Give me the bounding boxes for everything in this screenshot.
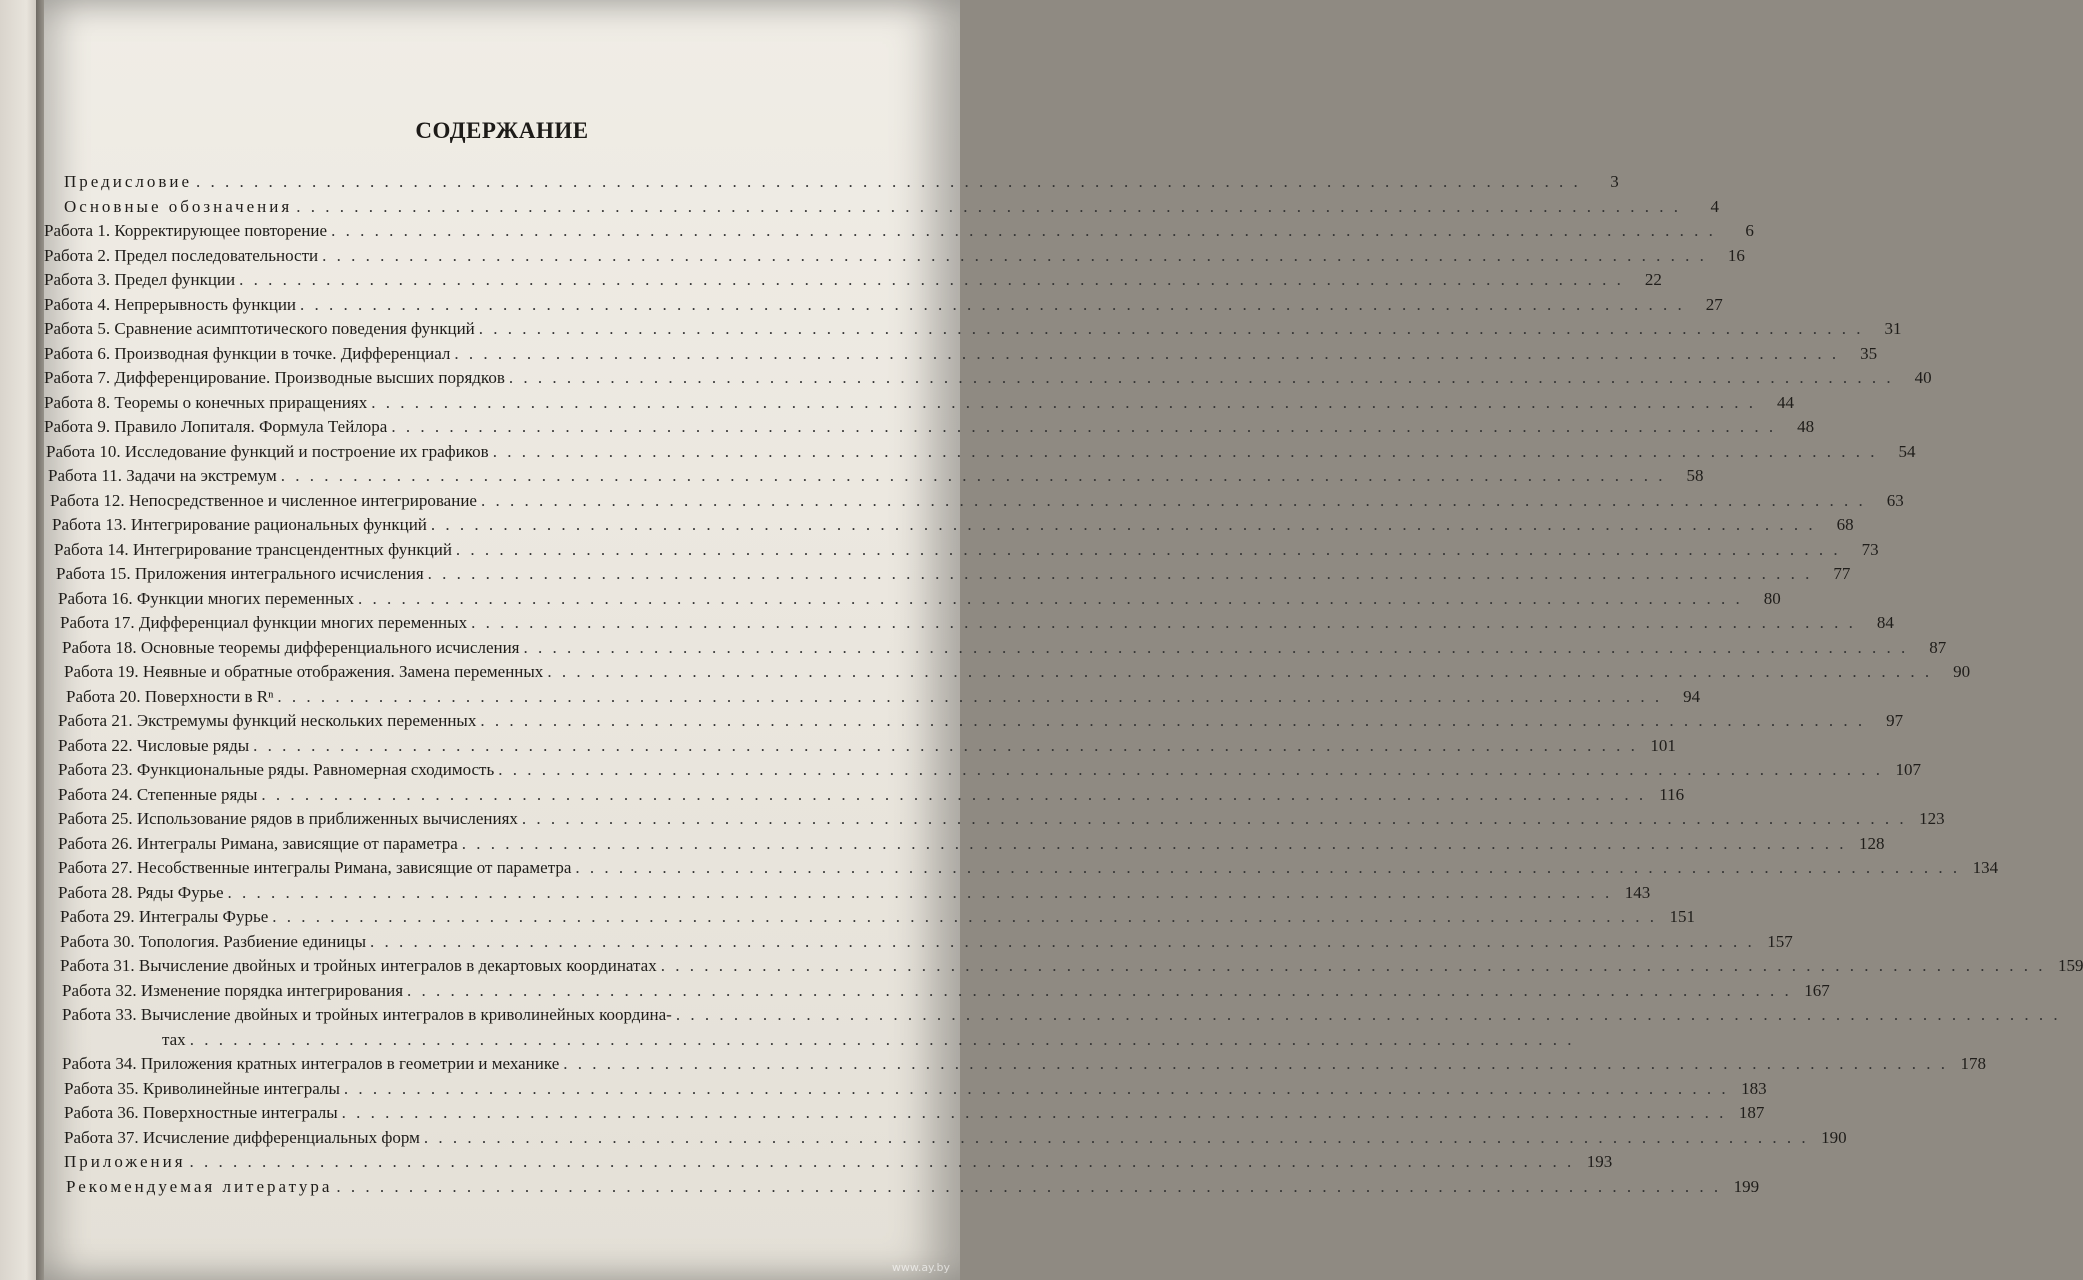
toc-leader-dots <box>239 268 1624 293</box>
toc-entry <box>44 1077 1767 1102</box>
toc-entry-title: Работа 4. Непрерывность функции <box>44 294 297 314</box>
toc-entry-title: Работа 33. Вычисление двойных и тройных интегралов в криволинейных координа- <box>62 1005 672 1024</box>
toc-entry <box>44 832 1885 857</box>
book-page <box>44 0 2083 1280</box>
toc-entry-title: Работа 13. Интегрирование рациональных функций <box>52 515 427 534</box>
toc-entry-page: 73 <box>1861 539 1879 559</box>
toc-entry-title: Работа 31. Вычисление двойных и тройных интегралов в декартовых координатах <box>60 956 657 975</box>
toc-leader-dots <box>228 881 1613 906</box>
toc-entry-title: Работа 12. Непосредственное и численное интегрирование <box>50 490 477 510</box>
toc-entry-page: 44 <box>1776 392 1794 412</box>
toc-leader-dots <box>480 709 1865 734</box>
toc-entry <box>44 317 1902 342</box>
toc-entry-page: 27 <box>1705 294 1723 314</box>
toc-entry-page: 167 <box>1804 980 1830 1000</box>
toc-entry <box>44 440 1916 465</box>
toc-entry-title: Работа 35. Криволинейные интегралы <box>64 1078 340 1098</box>
toc-entry <box>44 611 1894 636</box>
toc-leader-dots <box>281 464 1666 489</box>
toc-entry-title: Работа 10. Исследование функций и построение их графиков <box>46 441 489 461</box>
toc-leader-dots <box>493 440 1878 465</box>
toc-entry <box>44 905 1696 930</box>
toc-entry <box>44 685 1701 710</box>
toc-entry <box>44 1175 1760 1200</box>
toc-entry-page: 35 <box>1860 343 1878 363</box>
toc-leader-dots <box>563 1052 1948 1077</box>
toc-entry-page: 58 <box>1686 466 1704 485</box>
toc-entry <box>44 930 1793 955</box>
toc-entry-page: 199 <box>1733 1176 1760 1196</box>
toc-entry-title: Работа 5. Сравнение асимптотического поведения функций <box>44 319 475 338</box>
toc-entry-page: 128 <box>1859 833 1885 853</box>
toc-leader-dots <box>431 513 1816 538</box>
toc-entry-title: Работа 7. Дифференцирование. Производные высших порядков <box>44 368 505 387</box>
toc-entry-page: 143 <box>1624 882 1651 902</box>
toc-entry-page: 159 <box>2057 956 2083 975</box>
toc-entry <box>44 464 1704 489</box>
watermark: www.ay.by <box>891 1261 950 1274</box>
toc-entry <box>44 268 1662 293</box>
toc-entry <box>44 342 1878 367</box>
toc-leader-dots <box>196 170 1581 195</box>
toc-leader-dots <box>190 1028 1575 1053</box>
toc-entry <box>44 195 1719 220</box>
toc-entry-title: Работа 20. Поверхности в Rⁿ <box>66 686 274 706</box>
toc-entry-title: Работа 15. Приложения интегрального исчисления <box>56 564 424 583</box>
toc-entry-page: 84 <box>1876 613 1894 632</box>
toc-entry-title: Работа 27. Несобственные интегралы Римана, зависящие от параметра <box>58 858 572 877</box>
toc-entry <box>44 170 1619 195</box>
toc-entry-page: 40 <box>1914 368 1932 387</box>
toc-entry-title: Работа 26. Интегралы Римана, зависящие от параметра <box>58 833 458 853</box>
toc-entry-title: Работа 11. Задачи на экстремум <box>48 466 277 485</box>
toc-entry-page: 68 <box>1836 515 1854 534</box>
toc-entry <box>44 783 1685 808</box>
toc-leader-dots <box>277 685 1662 710</box>
page-title: СОДЕРЖАНИЕ <box>415 118 589 143</box>
toc-entry <box>44 1028 844 1053</box>
toc-entry-title: Рекомендуемая литература <box>66 1176 333 1196</box>
toc-entry-page: 190 <box>1821 1127 1847 1147</box>
toc-entry-title: тах <box>162 1029 186 1049</box>
toc-entry-title: Работа 36. Поверхностные интегралы <box>64 1103 338 1122</box>
toc-entry <box>44 1101 1765 1126</box>
toc-leader-dots <box>331 219 1716 244</box>
toc-leader-dots <box>253 734 1638 759</box>
toc-leader-dots <box>522 807 1907 832</box>
toc-entry <box>44 734 1676 759</box>
toc-entry-title: Работа 29. Интегралы Фурье <box>60 907 269 926</box>
toc-leader-dots <box>471 611 1856 636</box>
toc-entry <box>44 562 1851 587</box>
toc-leader-dots <box>509 366 1894 391</box>
toc-entry <box>44 1003 844 1028</box>
toc-entry <box>44 391 1794 416</box>
toc-entry-page: 63 <box>1886 490 1904 510</box>
toc-entry <box>44 366 1932 391</box>
toc-leader-dots <box>454 342 1839 367</box>
toc-entry-title: Приложения <box>64 1152 186 1171</box>
toc-entry <box>44 513 1854 538</box>
toc-entry-title: Работа 24. Степенные ряды <box>58 784 258 804</box>
toc-leader-dots <box>190 1150 1575 1175</box>
toc-entry <box>44 293 1723 318</box>
toc-entry-page: 31 <box>1884 319 1902 338</box>
toc-entry <box>44 758 1921 783</box>
toc-entry <box>44 954 2083 979</box>
toc-entry-page: 183 <box>1741 1078 1767 1098</box>
toc-entry-title: Работа 6. Производная функции в точке. Дифференциал <box>44 343 451 363</box>
toc-entry <box>44 881 1651 906</box>
toc-entry-page: 187 <box>1738 1103 1765 1122</box>
toc-entry <box>44 856 1999 881</box>
toc-entry-page: 54 <box>1898 441 1916 461</box>
toc-leader-dots <box>300 293 1685 318</box>
toc-entry-page: 134 <box>1972 858 1999 877</box>
table-of-contents <box>44 170 2083 1199</box>
toc-entry-page: 123 <box>1919 809 1945 828</box>
toc-entry-title: Основные обозначения <box>64 196 293 216</box>
toc-entry-page: 80 <box>1763 588 1781 608</box>
toc-entry <box>44 244 1745 269</box>
toc-leader-dots <box>342 1101 1727 1126</box>
toc-leader-dots <box>391 415 1776 440</box>
toc-entry-page: 116 <box>1659 784 1685 804</box>
toc-entry-page: 107 <box>1895 760 1921 779</box>
toc-leader-dots <box>358 587 1743 612</box>
toc-entry-title: Работа 22. Числовые ряды <box>58 735 250 755</box>
toc-leader-dots <box>481 489 1866 514</box>
toc-entry-title: Работа 30. Топология. Разбиение единицы <box>60 931 366 951</box>
toc-leader-dots <box>424 1126 1809 1151</box>
toc-leader-dots <box>272 905 1657 930</box>
toc-entry-title: Работа 28. Ряды Фурье <box>58 882 224 902</box>
toc-entry-page: 178 <box>1960 1054 1986 1073</box>
toc-entry <box>44 979 1830 1004</box>
toc-entry-page: 87 <box>1929 637 1947 657</box>
toc-entry <box>44 1126 1847 1151</box>
toc-entry-title: Работа 19. Неявные и обратные отображения. Замена переменных <box>64 662 544 681</box>
toc-entry-page: 97 <box>1886 711 1904 730</box>
toc-leader-dots <box>322 244 1707 269</box>
toc-entry-page: 101 <box>1650 735 1676 755</box>
toc-entry-title: Работа 3. Предел функции <box>44 270 236 289</box>
toc-entry-title: Работа 9. Правило Лопиталя. Формула Тейлора <box>44 417 388 436</box>
toc-leader-dots <box>575 856 1960 881</box>
toc-entry-title: Работа 32. Изменение порядка интегрирования <box>62 980 404 1000</box>
toc-entry-title: Работа 37. Исчисление дифференциальных форм <box>64 1127 420 1147</box>
toc-entry-title: Работа 14. Интегрирование трансцендентных функций <box>54 539 452 559</box>
toc-entry <box>44 415 1815 440</box>
toc-entry <box>44 587 1781 612</box>
toc-entry <box>44 489 1904 514</box>
toc-entry-title: Работа 23. Функциональные ряды. Равномерная сходимость <box>58 760 495 779</box>
toc-entry-page: 22 <box>1644 270 1662 289</box>
toc-entry <box>44 538 1879 563</box>
toc-entry-title: Работа 2. Предел последовательности <box>44 245 319 265</box>
toc-entry-page: 16 <box>1727 245 1745 265</box>
toc-leader-dots <box>296 195 1681 220</box>
toc-entry-title: Работа 8. Теоремы о конечных приращениях <box>44 392 368 412</box>
toc-leader-dots <box>524 636 1909 661</box>
toc-entry-page: 3 <box>1610 172 1619 191</box>
toc-entry-page: 157 <box>1767 931 1793 951</box>
toc-leader-dots <box>428 562 1813 587</box>
toc-entry-page: 77 <box>1833 564 1851 583</box>
toc-entry <box>44 1150 1613 1175</box>
toc-leader-dots <box>371 391 1756 416</box>
toc-entry-title: Работа 21. Экстремумы функций нескольких переменных <box>58 711 477 730</box>
toc-leader-dots <box>344 1077 1729 1102</box>
toc-leader-dots <box>336 1175 1721 1200</box>
toc-entry-page: 6 <box>1745 221 1754 240</box>
toc-entry-title: Предисловие <box>64 172 193 191</box>
toc-entry-title: Работа 18. Основные теоремы дифференциального исчисления <box>62 637 520 657</box>
toc-entry-title: Работа 17. Дифференциал функции многих переменных <box>60 613 468 632</box>
toc-leader-dots <box>547 660 1932 685</box>
toc-leader-dots <box>370 930 1755 955</box>
toc-entry <box>44 1052 1986 1077</box>
toc-leader-dots <box>479 317 1864 342</box>
toc-entry-title: Работа 1. Корректирующее повторение <box>44 221 328 240</box>
toc-leader-dots <box>261 783 1646 808</box>
toc-leader-dots <box>676 1003 2061 1028</box>
toc-entry-title: Работа 25. Использование рядов в приближенных вычислениях <box>58 809 518 828</box>
toc-entry-page: 48 <box>1797 417 1815 436</box>
toc-entry <box>44 636 1947 661</box>
toc-entry <box>44 660 1971 685</box>
toc-leader-dots <box>456 538 1841 563</box>
toc-entry-page: 193 <box>1586 1152 1613 1171</box>
toc-entry-title: Работа 16. Функции многих переменных <box>58 588 354 608</box>
toc-entry-page: 151 <box>1669 907 1696 926</box>
toc-entry <box>44 807 1945 832</box>
toc-leader-dots <box>498 758 1883 783</box>
toc-leader-dots <box>462 832 1847 857</box>
toc-leader-dots <box>407 979 1792 1004</box>
toc-entry-page: 94 <box>1683 686 1701 706</box>
toc-entry-title: Работа 34. Приложения кратных интегралов в геометрии и механике <box>62 1054 560 1073</box>
toc-entry <box>44 219 1754 244</box>
toc-entry-page: 90 <box>1953 662 1971 681</box>
toc-leader-dots <box>661 954 2046 979</box>
toc-entry <box>44 709 1904 734</box>
toc-entry-page: 4 <box>1710 196 1719 216</box>
